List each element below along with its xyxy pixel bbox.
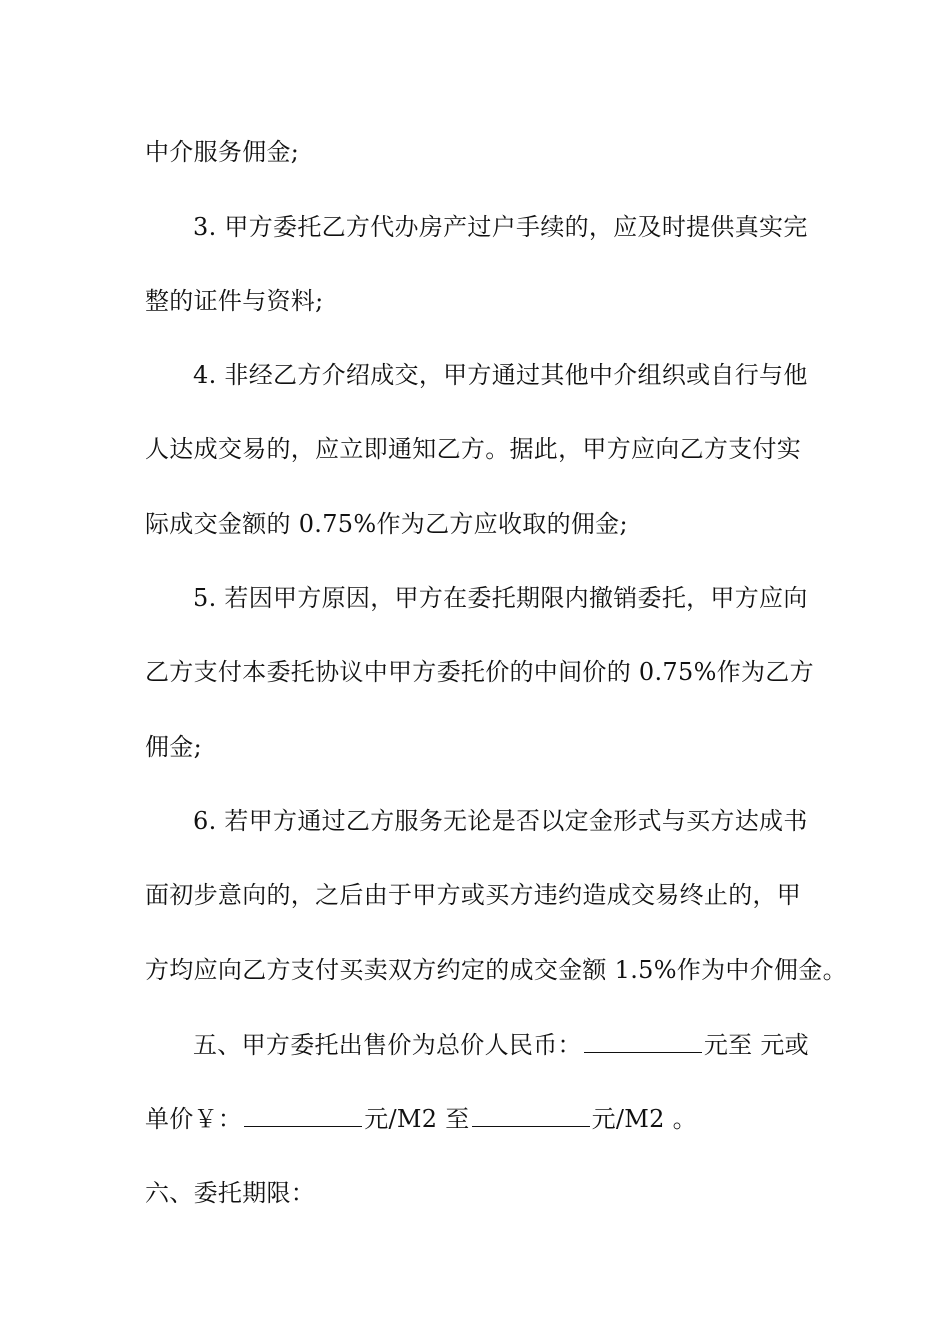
price-line bbox=[193, 1028, 809, 1061]
total-price-blank bbox=[584, 1028, 702, 1053]
unit-price-line bbox=[145, 1102, 697, 1135]
price-line-mid: 元至 元或 bbox=[703, 1031, 809, 1059]
text-line: 面初步意向的，之后由于甲方或买方违约造成交易终止的，甲 bbox=[145, 881, 802, 909]
section-six-heading: 六、委托期限： bbox=[145, 1179, 316, 1207]
unit-price-to-blank bbox=[472, 1102, 590, 1127]
text-line: 3. 甲方委托乙方代办房产过户手续的，应及时提供真实完 bbox=[193, 213, 808, 241]
text-line: 整的证件与资料; bbox=[145, 287, 324, 315]
unit-line-suffix: 元/M2 。 bbox=[591, 1105, 697, 1133]
text-line: 6. 若甲方通过乙方服务无论是否以定金形式与买方达成书 bbox=[193, 807, 808, 835]
unit-line-mid: 元/M2 至 bbox=[364, 1105, 470, 1133]
text-line: 方均应向乙方支付买卖双方约定的成交金额 1.5%作为中介佣金。 bbox=[145, 956, 847, 984]
text-line: 中介服务佣金; bbox=[145, 138, 300, 166]
text-line: 5. 若因甲方原因，甲方在委托期限内撤销委托，甲方应向 bbox=[193, 584, 808, 612]
price-line-prefix: 五、甲方委托出售价为总价人民币： bbox=[193, 1031, 582, 1059]
text-line: 际成交金额的 0.75%作为乙方应收取的佣金; bbox=[145, 510, 628, 538]
text-line: 佣金; bbox=[145, 733, 202, 761]
unit-line-prefix: 单价￥： bbox=[145, 1105, 243, 1133]
text-line: 4. 非经乙方介绍成交，甲方通过其他中介组织或自行与他 bbox=[193, 361, 808, 389]
text-line: 人达成交易的，应立即通知乙方。据此，甲方应向乙方支付实 bbox=[145, 435, 802, 463]
text-line: 乙方支付本委托协议中甲方委托价的中间价的 0.75%作为乙方 bbox=[145, 658, 814, 686]
unit-price-from-blank bbox=[244, 1102, 362, 1127]
